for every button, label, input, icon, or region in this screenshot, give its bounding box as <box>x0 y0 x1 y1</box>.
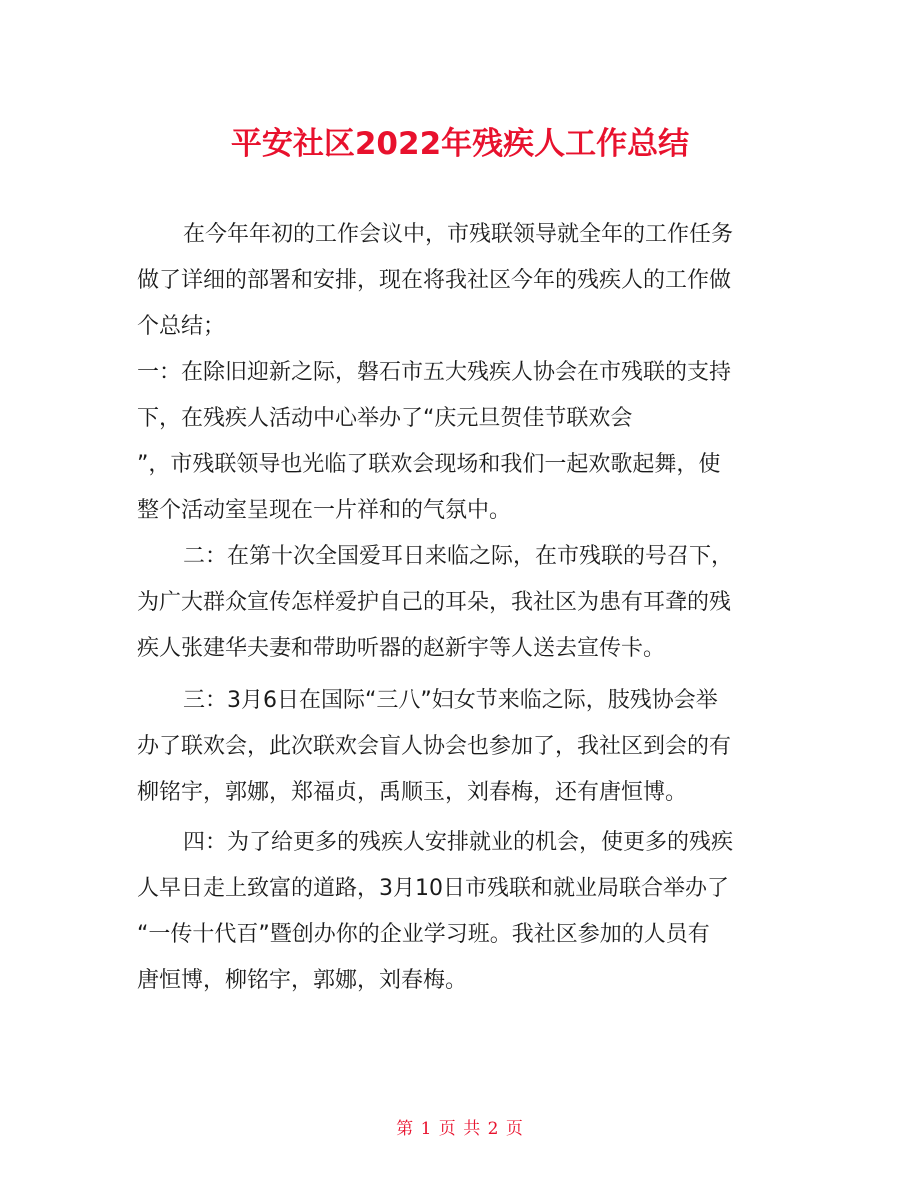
paragraph-line: 四：为了给更多的残疾人安排就业的机会，使更多的残疾 <box>183 830 734 855</box>
page-number-footer: 第 1 页 共 2 页 <box>396 1119 524 1139</box>
paragraph-line: ”，市残联领导也光临了联欢会现场和我们一起欢歌起舞，使 <box>137 452 721 477</box>
paragraph-line: 唐恒博，柳铭宇，郭娜，刘春梅。 <box>137 968 468 993</box>
paragraph-line: 一：在除旧迎新之际，磐石市五大残疾人协会在市残联的支持 <box>137 360 732 385</box>
paragraph-line: 二：在第十次全国爱耳日来临之际，在市残联的号召下， <box>183 544 734 569</box>
paragraph-line: 办了联欢会，此次联欢会盲人协会也参加了，我社区到会的有 <box>137 734 732 759</box>
document-title: 平安社区2022年残疾人工作总结 <box>230 126 690 162</box>
paragraph-line: 做了详细的部署和安排，现在将我社区今年的残疾人的工作做 <box>137 268 732 293</box>
paragraph-line: “一传十代百”暨创办你的企业学习班。我社区参加的人员有 <box>137 922 710 947</box>
paragraph-line: 柳铭宇，郭娜，郑福贞，禹顺玉，刘春梅，还有唐恒博。 <box>137 780 688 805</box>
paragraph-line: 为广大群众宣传怎样爱护自己的耳朵，我社区为患有耳聋的残 <box>137 590 732 615</box>
paragraph-line: 人早日走上致富的道路，3月10日市残联和就业局联合举办了 <box>137 876 729 901</box>
paragraph-line: 在今年年初的工作会议中，市残联领导就全年的工作任务 <box>183 222 734 247</box>
paragraph-line: 疾人张建华夫妻和带助听器的赵新宇等人送去宣传卡。 <box>137 636 666 661</box>
paragraph-line: 个总结； <box>137 314 226 339</box>
paragraph-line: 三：3月6日在国际“三八”妇女节来临之际，肢残协会举 <box>183 688 718 713</box>
paragraph-line: 下，在残疾人活动中心举办了“庆元旦贺佳节联欢会 <box>137 406 633 431</box>
paragraph-line: 整个活动室呈现在一片祥和的气氛中。 <box>137 498 512 523</box>
